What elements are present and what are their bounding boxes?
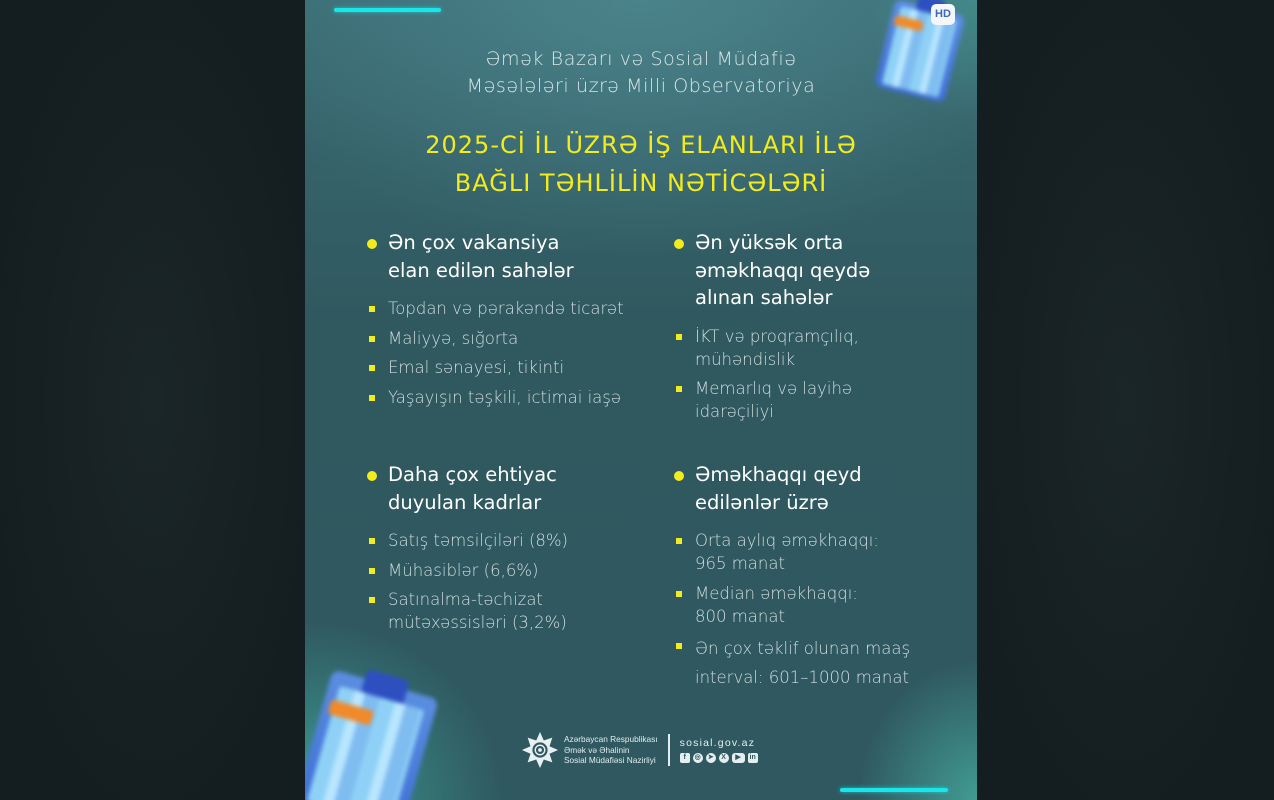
left-backdrop: [0, 0, 305, 800]
organization-title: [305, 46, 977, 100]
org-title-line: Məsələləri üzrə Milli Observatoriya: [466, 75, 816, 97]
main-title-line: 2025-Cİ İL ÜZRƏ İŞ ELANLARI İLƏ: [425, 131, 857, 159]
youtube-icon[interactable]: ▶: [732, 753, 745, 763]
section-salary-stats: [674, 461, 954, 699]
bullet-square-icon: [369, 365, 375, 371]
bullet-dot-icon: [367, 471, 377, 481]
bullet-square-icon: [676, 538, 682, 544]
list-item: Yaşayışın təşkili, ictimai iaşə: [367, 386, 657, 409]
org-title-line: Əmək Bazarı və Sosial Müdafiə: [485, 48, 797, 70]
bullet-square-icon: [369, 336, 375, 342]
footer: [521, 730, 758, 770]
x-icon[interactable]: X: [719, 753, 729, 763]
bullet-square-icon: [676, 334, 682, 340]
list-item: Topdan və pərakəndə ticarət: [367, 297, 657, 320]
section-heading: Ən yüksək orta əməkhaqqı qeydə alınan sahələr: [674, 229, 944, 312]
website-link[interactable]: sosial.gov.az: [679, 737, 756, 749]
list-item: İKT və proqramçılıq, mühəndislik: [674, 325, 944, 371]
section-most-vacancies: [367, 229, 657, 415]
list-item: Satınalma-təchizat mütəxəssisləri (3,2%): [367, 588, 657, 634]
facebook-icon[interactable]: f: [680, 753, 690, 763]
section-heading: Əməkhaqqı qeyd edilənlər üzrə: [674, 461, 954, 516]
hd-badge[interactable]: HD: [931, 4, 955, 25]
right-backdrop: [977, 0, 1274, 800]
instagram-icon[interactable]: ◎: [694, 754, 701, 761]
bullet-square-icon: [369, 395, 375, 401]
section-heading: Daha çox ehtiyac duyulan kadrlar: [367, 461, 657, 516]
list-item: Mühasiblər (6,6%): [367, 559, 657, 582]
bullet-dot-icon: [674, 239, 684, 249]
main-title: [305, 126, 977, 202]
bullet-square-icon: [369, 306, 375, 312]
section-highest-salary: [674, 229, 944, 430]
ministry-emblem-icon: [521, 731, 559, 769]
bullet-square-icon: [676, 386, 682, 392]
footer-divider: [668, 734, 670, 766]
bullet-dot-icon: [367, 239, 377, 249]
social-links: [680, 753, 758, 763]
list-item: Ən çox təklif olunan maaş interval: 601–1000 manat: [674, 634, 954, 692]
list-item: Maliyyə, sığorta: [367, 327, 657, 350]
linkedin-icon[interactable]: in: [749, 754, 756, 761]
telegram-icon[interactable]: ➤: [706, 753, 716, 763]
list-item: Orta aylıq əməkhaqqı: 965 manat: [674, 529, 954, 575]
infographic-card: [305, 0, 977, 800]
bullet-square-icon: [369, 538, 375, 544]
clipboard-chart-icon: [305, 660, 442, 800]
list-item: Emal sənayesi, tikinti: [367, 356, 657, 379]
list-item: Median əməkhaqqı: 800 manat: [674, 582, 954, 628]
list-item: Satış təmsilçiləri (8%): [367, 529, 657, 552]
ministry-name: Azərbaycan Respublikası Əmək və Əhalinin Sosial Müdafiəsi Nazirliyi: [564, 734, 658, 766]
bullet-square-icon: [676, 591, 682, 597]
bottom-accent-bar: [840, 788, 948, 792]
section-heading: Ən çox vakansiya elan edilən sahələr: [367, 229, 657, 284]
list-item: Memarlıq və layihə idarəçiliyi: [674, 377, 944, 423]
bullet-square-icon: [369, 568, 375, 574]
section-most-needed-staff: [367, 461, 657, 641]
bullet-dot-icon: [674, 471, 684, 481]
bullet-square-icon: [369, 597, 375, 603]
top-accent-bar: [334, 8, 441, 12]
main-title-line: BAĞLI TƏHLİLİN NƏTİCƏLƏRİ: [454, 169, 828, 197]
bullet-square-icon: [676, 643, 682, 649]
